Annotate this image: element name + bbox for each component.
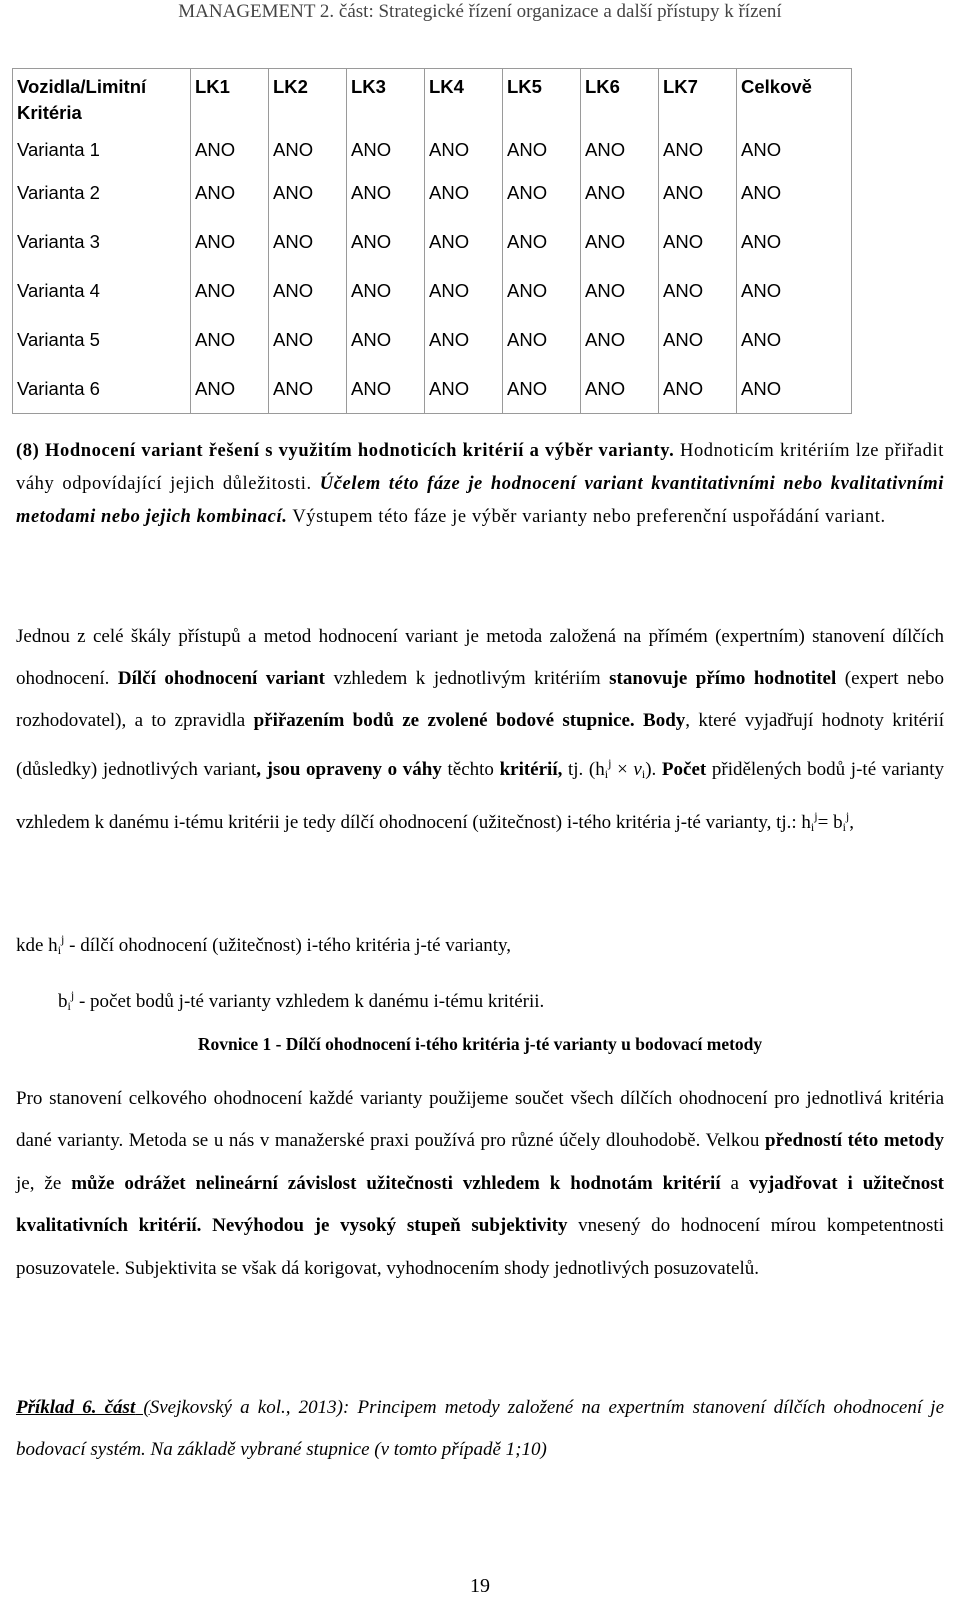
table-cell: ANO bbox=[659, 266, 737, 315]
table-cell: ANO bbox=[191, 315, 269, 364]
subscript: i bbox=[810, 820, 815, 834]
table-cell: ANO bbox=[503, 168, 581, 217]
table-row bbox=[13, 266, 852, 315]
table-cell: ANO bbox=[503, 132, 581, 168]
table-cell: ANO bbox=[347, 364, 425, 414]
table-header-row bbox=[13, 69, 852, 133]
table-cell: ANO bbox=[659, 132, 737, 168]
section-8-text: Hodnoticím kritériím lze přiřadit váhy odpovídající jejich důležitosti. bbox=[16, 441, 944, 494]
page-header: MANAGEMENT 2. část: Strategické řízení organizace a další přístupy k řízení bbox=[178, 1, 782, 22]
section-8-heading: (8) Hodnocení variant řešení s využitím hodnoticích kritérií a výběr varianty. bbox=[16, 441, 675, 461]
definition-text: kde h bbox=[16, 935, 58, 956]
table-cell: ANO bbox=[581, 364, 659, 414]
table-cell: ANO bbox=[737, 168, 852, 217]
example-paragraph bbox=[16, 1387, 944, 1471]
table-cell: Varianta 3 bbox=[13, 217, 191, 266]
method-paragraph bbox=[16, 616, 944, 848]
criteria-table bbox=[12, 68, 852, 414]
method-bold: Dílčí ohodnocení variant bbox=[117, 668, 325, 689]
table-cell: ANO bbox=[659, 217, 737, 266]
equation-caption: Rovnice 1 - Dílčí ohodnocení i-tého kritéria j-té varianty u bodovací metody bbox=[197, 1034, 763, 1054]
table-row bbox=[13, 364, 852, 414]
definition-text: b bbox=[58, 991, 68, 1012]
superscript: j bbox=[814, 809, 818, 823]
overall-text: Pro stanovení celkového ohodnocení každé varianty použijeme součet všech dílčích ohodnocení pro jednotlivá kritéria dané varianty. Metoda se u nás v manažerské praxi používá pro různé účely dlouhodobě. Velkou bbox=[16, 1088, 944, 1152]
table-row bbox=[13, 315, 852, 364]
page-number: 19 bbox=[470, 1575, 490, 1597]
example-text: , 2013): Principem metody založené na expertním stanovení dílčích ohodnocení je bodovací systém. Na základě vybrané stupnice (v tomto případě 1;10) bbox=[16, 1397, 945, 1460]
table-cell: ANO bbox=[503, 315, 581, 364]
overall-bold: vyjadřovat i užitečnost kvalitativních kritérií. Nevýhodou je vysoký stupeň subjektivity bbox=[16, 1172, 945, 1237]
table-header-cell: LK3 bbox=[347, 69, 425, 133]
table-cell: ANO bbox=[737, 315, 852, 364]
table-header-cell: LK5 bbox=[503, 69, 581, 133]
section-8-paragraph bbox=[16, 435, 944, 534]
table-cell: ANO bbox=[191, 364, 269, 414]
overall-bold: předností této metody bbox=[765, 1130, 944, 1152]
superscript: j bbox=[608, 756, 612, 770]
table-cell: ANO bbox=[503, 266, 581, 315]
table-cell: ANO bbox=[425, 266, 503, 315]
table-cell: ANO bbox=[659, 168, 737, 217]
table-cell: ANO bbox=[425, 168, 503, 217]
table-header-cell: Vozidla/Limitní Kritéria bbox=[13, 69, 191, 133]
example-source: Svejkovský a kol. bbox=[149, 1397, 286, 1418]
section-8-text: Výstupem této fáze je výběr varianty nebo preferenční uspořádání variant. bbox=[287, 507, 886, 527]
superscript: j bbox=[845, 809, 850, 823]
method-bold: přiřazením bodů ze zvolené bodové stupnice. Body bbox=[253, 710, 686, 731]
table-cell: ANO bbox=[347, 132, 425, 168]
method-text: Jednou z celé škály přístupů a metod hodnocení variant je metoda založená na přímém (expertním) stanovení dílčích ohodnocení. bbox=[16, 626, 944, 689]
definition-h bbox=[16, 924, 944, 965]
method-bold: kritérií, bbox=[499, 759, 563, 780]
table-cell: Varianta 5 bbox=[13, 315, 191, 364]
example-paren: ( bbox=[135, 1397, 150, 1418]
superscript: j bbox=[61, 932, 65, 946]
table-cell: ANO bbox=[737, 132, 852, 168]
table-cell: ANO bbox=[269, 217, 347, 266]
table-cell: ANO bbox=[581, 168, 659, 217]
table-cell: ANO bbox=[269, 168, 347, 217]
superscript: j bbox=[70, 988, 75, 1002]
method-text: ). bbox=[645, 759, 662, 780]
example-label: Příklad 6. část bbox=[16, 1397, 136, 1418]
overall-text: a bbox=[720, 1172, 749, 1194]
method-text: tj. (h bbox=[562, 759, 605, 780]
table-row bbox=[13, 168, 852, 217]
definition-b bbox=[58, 980, 938, 1021]
table-cell: ANO bbox=[581, 217, 659, 266]
equation-text: , bbox=[849, 812, 855, 833]
table-cell: ANO bbox=[191, 132, 269, 168]
table-cell: ANO bbox=[269, 132, 347, 168]
overall-text: vnesený do hodnocení mírou kompetentnosti posuzovatele. Subjektivita se však dá korigovat, vyhodnocením shody jednotlivých posuzovatelů. bbox=[16, 1215, 944, 1279]
times-symbol: × bbox=[611, 759, 634, 780]
table-cell: ANO bbox=[581, 315, 659, 364]
table-cell: ANO bbox=[425, 364, 503, 414]
subscript: i bbox=[641, 767, 646, 781]
variable-v: v bbox=[633, 759, 642, 780]
table-header-cell: LK7 bbox=[659, 69, 737, 133]
method-bold: Počet bbox=[661, 759, 707, 780]
subscript: i bbox=[842, 820, 846, 834]
table-cell: ANO bbox=[581, 266, 659, 315]
table-cell: ANO bbox=[191, 217, 269, 266]
method-text: , které vyjadřují hodnoty kritérií (důsledky) jednotlivých variant bbox=[16, 710, 944, 780]
table-cell: ANO bbox=[503, 364, 581, 414]
subscript: i bbox=[604, 767, 609, 781]
method-text: těchto bbox=[441, 759, 500, 780]
table-cell: ANO bbox=[737, 217, 852, 266]
table-cell: ANO bbox=[347, 266, 425, 315]
table-cell: ANO bbox=[269, 266, 347, 315]
table-cell: ANO bbox=[269, 315, 347, 364]
table-cell: ANO bbox=[425, 132, 503, 168]
method-text: (expert nebo rozhodovatel), a to zpravidla bbox=[16, 668, 944, 731]
table-cell: ANO bbox=[737, 364, 852, 414]
table-header-cell: LK4 bbox=[425, 69, 503, 133]
table-cell: ANO bbox=[737, 266, 852, 315]
subscript: i bbox=[57, 943, 62, 957]
method-text: přidělených bodů j-té varianty vzhledem k danému i-tému kritérii je tedy dílčí ohodnocení (užitečnost) i-tého kritéria j-té varianty, tj.: h bbox=[16, 759, 945, 833]
table-header-cell: LK6 bbox=[581, 69, 659, 133]
overall-paragraph bbox=[16, 1078, 944, 1290]
table-cell: ANO bbox=[425, 315, 503, 364]
table-row bbox=[13, 217, 852, 266]
overall-text: je, že bbox=[16, 1172, 72, 1194]
table-cell: ANO bbox=[191, 266, 269, 315]
table-header-cell: LK2 bbox=[269, 69, 347, 133]
definition-text: - počet bodů j-té varianty vzhledem k danému i-tému kritérii. bbox=[74, 991, 545, 1012]
table-cell: ANO bbox=[347, 168, 425, 217]
table-cell: Varianta 6 bbox=[13, 364, 191, 414]
table-cell: ANO bbox=[347, 315, 425, 364]
table-cell: ANO bbox=[581, 132, 659, 168]
table-cell: Varianta 4 bbox=[13, 266, 191, 315]
table-cell: ANO bbox=[659, 315, 737, 364]
definition-text: - dílčí ohodnocení (užitečnost) i-tého kritéria j-té varianty, bbox=[64, 935, 512, 956]
section-8-emphasis: Účelem této fáze je hodnocení variant kvantitativními nebo kvalitativními metodami nebo jejich kombinací. bbox=[16, 474, 945, 527]
table-header-cell: Celkově bbox=[737, 69, 852, 133]
table-cell: ANO bbox=[659, 364, 737, 414]
method-bold: stanovuje přímo hodnotitel bbox=[609, 668, 837, 689]
table-cell: ANO bbox=[347, 217, 425, 266]
method-text: vzhledem k jednotlivým kritériím bbox=[324, 668, 610, 689]
table-cell: Varianta 1 bbox=[13, 132, 191, 168]
table-cell: ANO bbox=[425, 217, 503, 266]
table-header-cell: LK1 bbox=[191, 69, 269, 133]
table-cell: ANO bbox=[503, 217, 581, 266]
overall-bold: může odrážet nelineární závislost užitečnosti vzhledem k hodnotám kritérií bbox=[71, 1172, 721, 1194]
table-cell: Varianta 2 bbox=[13, 168, 191, 217]
equation-text: = b bbox=[817, 812, 843, 833]
table-row bbox=[13, 132, 852, 168]
method-bold: , jsou opraveny o váhy bbox=[256, 759, 442, 780]
subscript: i bbox=[67, 999, 71, 1013]
table-cell: ANO bbox=[191, 168, 269, 217]
table-cell: ANO bbox=[269, 364, 347, 414]
